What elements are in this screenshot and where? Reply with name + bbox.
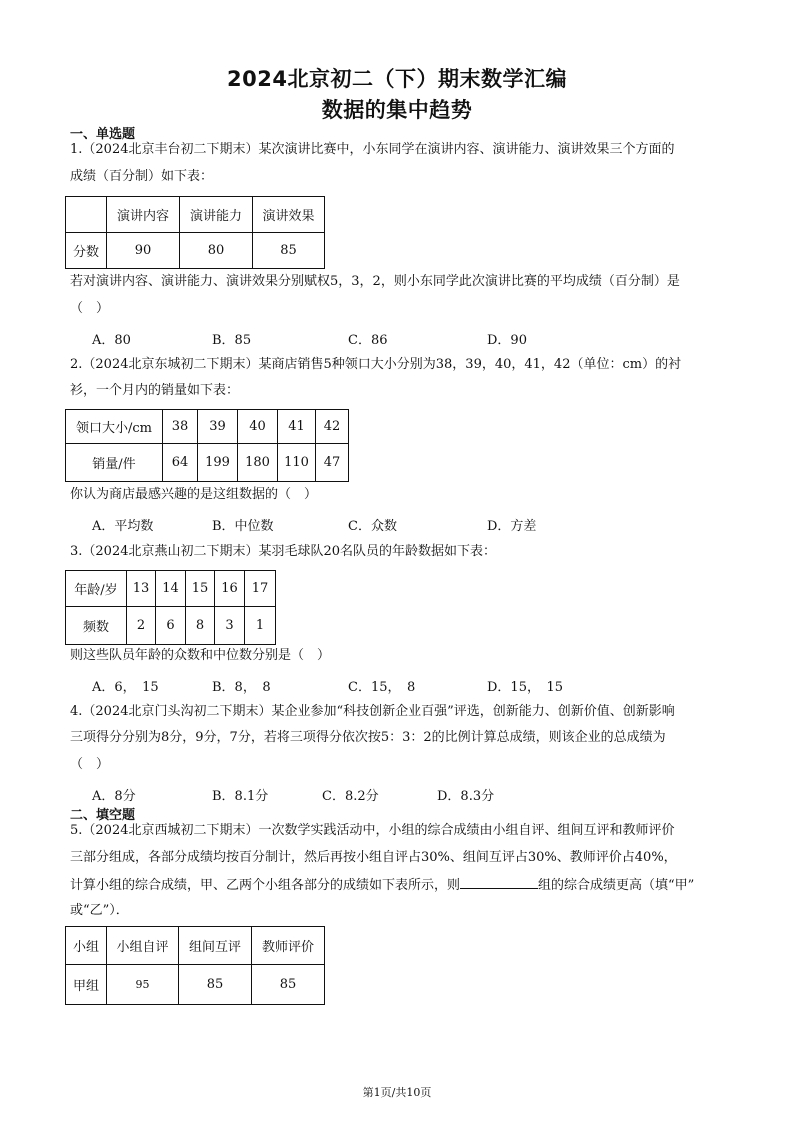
table-cell: 领口大小/cm — [66, 410, 163, 444]
q3-stem-line: 3.（2024北京燕山初二下期末）某羽毛球队20名队员的年龄数据如下表： — [70, 544, 497, 559]
table-cell: 47 — [316, 444, 349, 482]
table-row — [66, 607, 276, 645]
q1-stem-line: 成绩（百分制）如下表： — [70, 169, 214, 184]
table-cell: 199 — [198, 444, 238, 482]
q5-answer-blank[interactable] — [460, 876, 538, 889]
q2-stem-line: 衫，一个月内的销量如下表： — [70, 383, 240, 398]
q4-option-b[interactable]: B．8.1分 — [212, 789, 269, 804]
q2-stem-line: 你认为商店最感兴趣的是这组数据的（ ） — [70, 487, 318, 502]
q3-option-a[interactable]: A．6， 15 — [92, 680, 159, 695]
table-cell: 16 — [215, 571, 245, 607]
table-cell: 180 — [238, 444, 278, 482]
q1-option-a[interactable]: A．80 — [92, 333, 131, 348]
q2-option-d[interactable]: D．方差 — [487, 519, 537, 534]
table-cell — [66, 197, 107, 233]
q2-sales-table — [65, 409, 349, 482]
q4-option-a[interactable]: A．8分 — [92, 789, 136, 804]
table-cell: 小组自评 — [107, 927, 179, 965]
page-title: 2024北京初二（下）期末数学汇编 — [227, 67, 567, 91]
q1-option-b[interactable]: B．85 — [212, 333, 252, 348]
table-cell: 小组 — [66, 927, 107, 965]
section-heading-fill-blank: 二、填空题 — [70, 808, 136, 823]
q4-option-d[interactable]: D．8.3分 — [437, 789, 495, 804]
table-cell: 38 — [163, 410, 198, 444]
q5-stem-line — [70, 876, 694, 895]
table-cell: 6 — [156, 607, 186, 645]
q5-stem-line: 三部分组成，各部分成绩均按百分制计，然后再按小组自评占30%、组间互评占30%、教师评价占40%， — [70, 850, 677, 865]
q4-option-c[interactable]: C．8.2分 — [322, 789, 379, 804]
q5-stem-text: 组的综合成绩更高（填“甲” — [538, 878, 695, 893]
q3-option-d[interactable]: D．15， 15 — [487, 680, 564, 695]
q3-option-c[interactable]: C．15， 8 — [348, 680, 416, 695]
q2-option-b[interactable]: B．中位数 — [212, 519, 274, 534]
table-cell: 演讲效果 — [253, 197, 325, 233]
table-cell: 频数 — [66, 607, 127, 645]
table-cell: 64 — [163, 444, 198, 482]
table-cell: 3 — [215, 607, 245, 645]
table-cell: 110 — [278, 444, 316, 482]
table-cell: 17 — [245, 571, 276, 607]
q1-stem-line: 1.（2024北京丰台初二下期末）某次演讲比赛中，小东同学在演讲内容、演讲能力、演讲效果三个方面的 — [70, 142, 675, 157]
table-header-row — [66, 571, 276, 607]
table-cell: 39 — [198, 410, 238, 444]
table-cell: 甲组 — [66, 965, 107, 1005]
q2-stem-line: 2.（2024北京东城初二下期末）某商店销售5种领口大小分别为38，39，40，41，42（单位：cm）的衬 — [70, 357, 682, 372]
table-cell: 销量/件 — [66, 444, 163, 482]
table-cell: 1 — [245, 607, 276, 645]
table-cell: 40 — [238, 410, 278, 444]
q1-option-c[interactable]: C．86 — [348, 333, 388, 348]
page-subtitle: 数据的集中趋势 — [321, 98, 473, 122]
table-cell: 2 — [127, 607, 156, 645]
q1-answer-paren: （ ） — [70, 301, 110, 316]
table-cell: 80 — [180, 233, 253, 269]
q3-age-table — [65, 570, 276, 645]
table-cell: 85 — [179, 965, 252, 1005]
table-cell: 15 — [186, 571, 215, 607]
table-cell: 85 — [252, 965, 325, 1005]
q4-answer-paren: （ ） — [70, 757, 110, 772]
q1-score-table — [65, 196, 325, 269]
table-cell: 年龄/岁 — [66, 571, 127, 607]
table-cell: 42 — [316, 410, 349, 444]
q5-score-table — [65, 926, 325, 1005]
q3-option-b[interactable]: B．8， 8 — [212, 680, 271, 695]
table-cell: 演讲内容 — [107, 197, 180, 233]
table-cell: 8 — [186, 607, 215, 645]
table-cell: 组间互评 — [179, 927, 252, 965]
q4-stem-line: 三项得分分别为8分，9分，7分，若将三项得分依次按5：3：2的比例计算总成绩，则该企业的总成绩为 — [70, 730, 666, 745]
q5-stem-line: 5.（2024北京西城初二下期末）一次数学实践活动中，小组的综合成绩由小组自评、组间互评和教师评价 — [70, 823, 675, 838]
q4-stem-line: 4.（2024北京门头沟初二下期末）某企业参加“科技创新企业百强”评选，创新能力、创新价值、创新影响 — [70, 704, 675, 719]
table-cell: 41 — [278, 410, 316, 444]
table-cell: 85 — [253, 233, 325, 269]
table-cell: 95 — [107, 965, 179, 1005]
q5-stem-text: 计算小组的综合成绩，甲、乙两个小组各部分的成绩如下表所示，则 — [70, 878, 461, 893]
q2-option-c[interactable]: C．众数 — [348, 519, 397, 534]
q3-stem-line: 则这些队员年龄的众数和中位数分别是（ ） — [70, 648, 331, 663]
q5-stem-line: 或“乙”）． — [70, 903, 129, 918]
table-header-row — [66, 197, 325, 233]
page-number: 第1页/共10页 — [362, 1086, 432, 1099]
table-cell: 13 — [127, 571, 156, 607]
table-header-row — [66, 410, 349, 444]
table-header-row — [66, 927, 325, 965]
table-row — [66, 444, 349, 482]
q1-stem-line: 若对演讲内容、演讲能力、演讲效果分别赋权5，3，2，则小东同学此次演讲比赛的平均成绩（百分制）是 — [70, 274, 680, 289]
table-cell: 90 — [107, 233, 180, 269]
table-row — [66, 965, 325, 1005]
table-cell: 14 — [156, 571, 186, 607]
table-cell: 演讲能力 — [180, 197, 253, 233]
section-heading-single-choice: 一、单选题 — [70, 127, 136, 142]
table-row — [66, 233, 325, 269]
q1-option-d[interactable]: D．90 — [487, 333, 527, 348]
table-cell: 教师评价 — [252, 927, 325, 965]
table-cell: 分数 — [66, 233, 107, 269]
q2-option-a[interactable]: A．平均数 — [92, 519, 154, 534]
